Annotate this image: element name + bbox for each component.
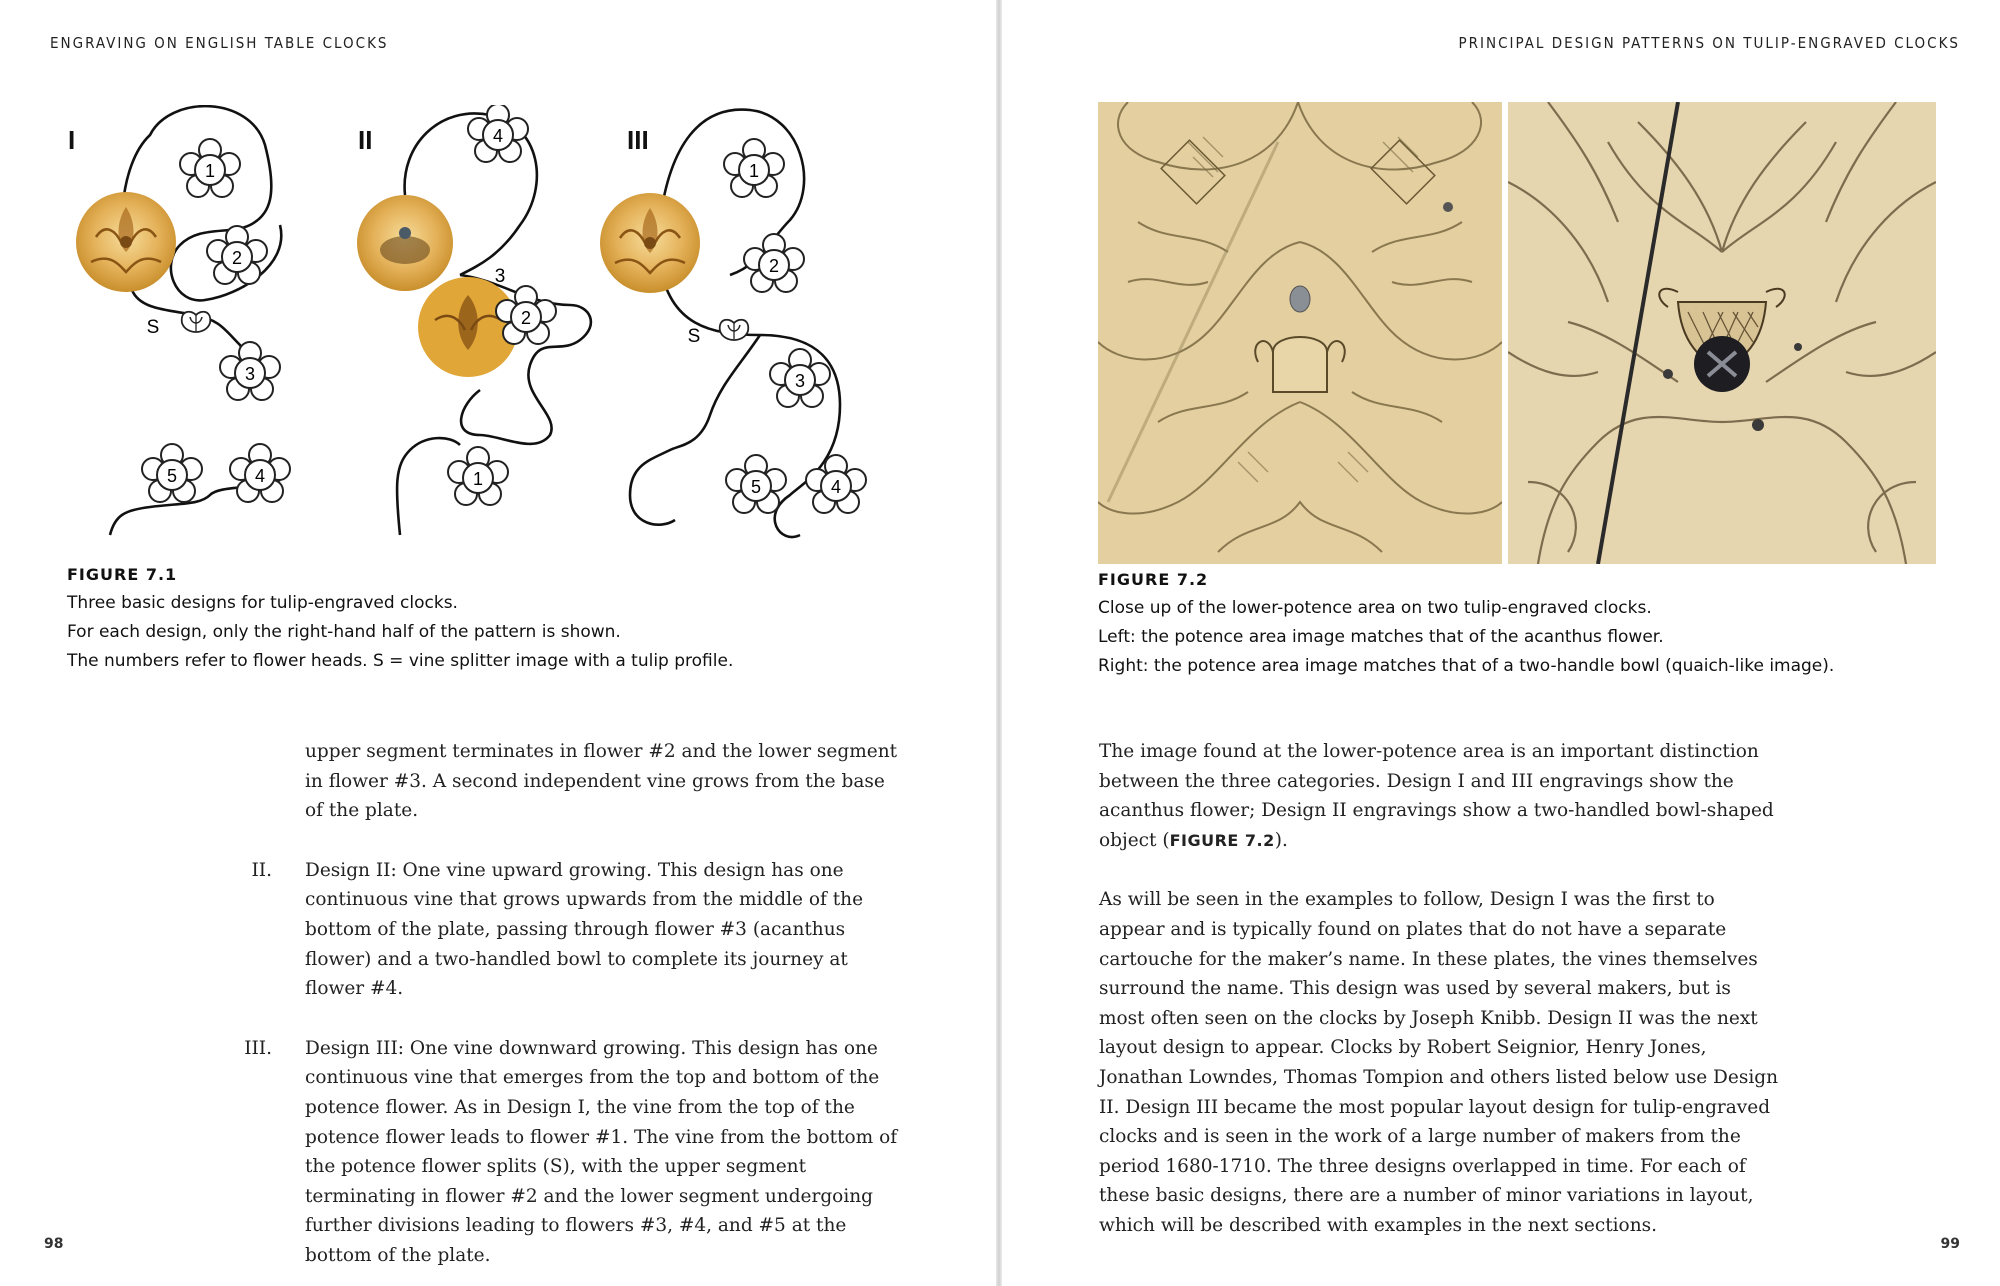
caption-line: The numbers refer to flower heads. S = vine splitter image with a tulip profile. xyxy=(67,651,734,671)
diagram-label: 3 xyxy=(494,266,506,287)
figure-7-2-label: FIGURE 7.2 xyxy=(1098,570,1209,589)
caption-line: Left: the potence area image matches that of the acanthus flower. xyxy=(1098,627,1664,647)
design-label-ii: II xyxy=(358,125,373,155)
list-item-text: Design III: One vine downward growing. This design has one continuous vine that emerges from the top and bottom of the potence flower. As in Design I, the vine from the top of the potence flower leads to flower #1. The vine from the bottom of the potence flower splits (S), with the upper segment terminating in flower #2 and the lower segment undergoing further divisions leading to flowers #3, #4, and #5 at the bottom of the plate. xyxy=(305,1037,898,1266)
diagram-label: 2 xyxy=(231,248,243,268)
list-numeral: II. xyxy=(251,859,272,881)
paragraph-text: The image found at the lower-potence area is an important distinction between the three categories. Design I and III engravings show the acanthus flower; Design II engravings show a two-handled bowl-shaped object ( xyxy=(1099,741,1774,851)
right-page xyxy=(1002,0,2000,1286)
diagram-label: S xyxy=(146,317,160,338)
diagram-label: 5 xyxy=(166,466,178,486)
diagram-label: 1 xyxy=(204,161,216,181)
caption-line: Right: the potence area image matches that of a two-handle bowl (quaich-like image). xyxy=(1098,656,1835,676)
diagram-label: 2 xyxy=(520,308,532,328)
diagram-label: 2 xyxy=(768,256,780,276)
acanthus-medallion-design-iii xyxy=(600,193,700,293)
left-running-head: ENGRAVING ON ENGLISH TABLE CLOCKS xyxy=(50,34,389,52)
figure-7-1-caption xyxy=(67,560,733,676)
photo-bowl-potence xyxy=(1508,102,1936,564)
caption-line: For each design, only the right-hand half of the pattern is shown. xyxy=(67,622,621,642)
figure-7-1-label: FIGURE 7.1 xyxy=(67,565,178,584)
figure-reference: FIGURE 7.2 xyxy=(1169,830,1275,850)
diagram-label: 4 xyxy=(830,477,842,497)
design-label-iii: III xyxy=(627,125,649,155)
right-page-number: 99 xyxy=(1940,1236,1960,1252)
acanthus-medallion-design-i xyxy=(76,192,176,292)
diagram-label: 3 xyxy=(244,364,256,384)
caption-line: Three basic designs for tulip-engraved clocks. xyxy=(67,593,458,613)
diagram-label: 4 xyxy=(492,126,504,146)
paragraph-lower-potence xyxy=(1099,737,1781,855)
left-body-text xyxy=(240,737,908,1271)
right-running-head: PRINCIPAL DESIGN PATTERNS ON TULIP-ENGRAVED CLOCKS xyxy=(1458,34,1960,52)
caption-line: Close up of the lower-potence area on two tulip-engraved clocks. xyxy=(1098,598,1652,618)
list-numeral: III. xyxy=(244,1037,272,1059)
list-item-design-iii xyxy=(244,1034,908,1271)
design-label-i: I xyxy=(68,125,76,155)
figure-7-1-diagram xyxy=(60,105,920,555)
continuation-paragraph: upper segment terminates in flower #2 and the lower segment in flower #3. A second independent vine grows from the base of the plate. xyxy=(305,741,898,822)
figure-7-2-caption xyxy=(1098,565,1834,681)
diagram-label: S xyxy=(687,326,701,347)
list-item-design-ii xyxy=(251,856,908,1004)
paragraph-design-history: As will be seen in the examples to follow, Design I was the first to appear and is typically found on plates that do not have a separate cartouche for the maker’s name. In these plates, the vines themselves surround the name. This design was used by several makers, but is most often seen on the clocks by Joseph Knibb. Design II was the next layout design to appear. Clocks by Robert Seignior, Henry Jones, Jonathan Lowndes, Thomas Tompion and others listed below use Design II. Design III became the most popular layout design for tulip-engraved clocks and is seen in the work of a large number of makers from the period 1680-1710. The three designs overlapped in time. For each of these basic designs, there are a number of minor variations in layout, which will be described with examples in the next sections. xyxy=(1099,889,1779,1236)
diagram-label: 4 xyxy=(254,466,266,486)
right-body-text xyxy=(1099,737,1781,1241)
paragraph-text: ). xyxy=(1274,829,1288,851)
diagram-label: 5 xyxy=(750,477,762,497)
diagram-label: 1 xyxy=(748,161,760,181)
diagram-label: 1 xyxy=(472,469,484,489)
left-page xyxy=(0,0,996,1286)
list-item-text: Design II: One vine upward growing. This design has one continuous vine that grows upwards from the middle of the bottom of the plate, passing through flower #3 (acanthus flower) and a two-handled bowl to complete its journey at flower #4. xyxy=(305,859,864,1000)
photo-acanthus-potence xyxy=(1098,102,1502,564)
left-page-number: 98 xyxy=(44,1236,64,1252)
diagram-label: 3 xyxy=(794,371,806,391)
